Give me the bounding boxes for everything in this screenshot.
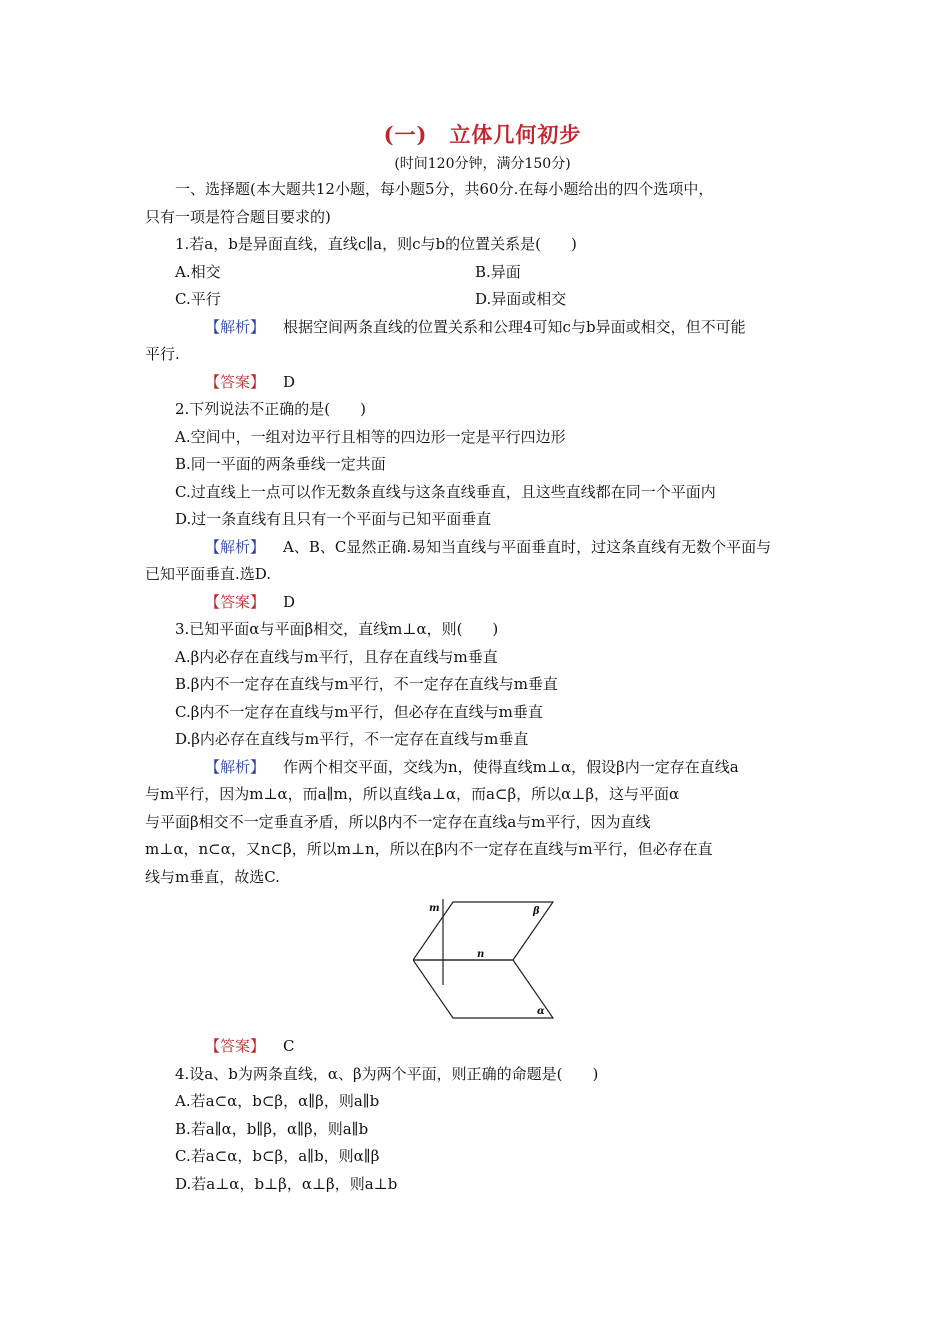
question-1-options-row-2: [145, 286, 810, 314]
q1-analysis-text-2: 平行.: [145, 345, 180, 363]
analysis-label: 【解析】: [205, 757, 266, 776]
question-2-stem: 2.下列说法不正确的是( ): [175, 400, 367, 418]
document-page: [145, 118, 810, 1198]
q2-answer: [145, 589, 810, 617]
q3-figure: [145, 897, 810, 1031]
q3-analysis: [145, 754, 810, 782]
q4-option-d: D.若a⊥α，b⊥β，α⊥β，则a⊥b: [175, 1174, 398, 1193]
q2-analysis-text-2: 已知平面垂直.选D.: [145, 565, 272, 583]
q3-analysis-text-5: 线与m垂直，故选C.: [145, 867, 280, 886]
q2-option-c: C.过直线上一点可以作无数条直线与这条直线垂直，且这些直线都在同一个平面内: [175, 482, 716, 501]
title-number: (一): [383, 122, 428, 147]
title-text: 立体几何初步: [449, 122, 582, 147]
q1-answer: [145, 369, 810, 397]
q3-option-c: C.β内不一定存在直线与m平行，但必存在直线与m垂直: [175, 702, 543, 721]
section-intro-line-2: 只有一项是符合题目要求的): [145, 207, 331, 226]
q1-answer-value: D: [283, 372, 296, 391]
q3-option-a: A.β内必存在直线与m平行，且存在直线与m垂直: [175, 647, 498, 666]
answer-label: 【答案】: [205, 592, 266, 611]
q3-option-b: B.β内不一定存在直线与m平行，不一定存在直线与m垂直: [175, 675, 558, 693]
q2-option-a: A.空间中，一组对边平行且相等的四边形一定是平行四边形: [175, 427, 566, 446]
label-beta: β: [532, 906, 540, 917]
q2-analysis: [145, 534, 810, 562]
q3-answer-value: C: [283, 1037, 295, 1055]
q4-option-a: A.若a⊂α，b⊂β，α∥β，则a∥b: [175, 1092, 380, 1110]
q2-option-d: D.过一条直线有且只有一个平面与已知平面垂直: [175, 510, 492, 528]
q2-analysis-text-1: A、B、C显然正确.易知当直线与平面垂直时，过这条直线有无数个平面与: [283, 537, 772, 556]
answer-label: 【答案】: [205, 1037, 266, 1055]
q1-option-a: A.相交: [175, 262, 221, 281]
q1-option-c: C.平行: [175, 290, 221, 308]
section-intro-line-1: 一、选择题(本大题共12小题，每小题5分，共60分.在每小题给出的四个选项中，: [175, 180, 714, 198]
page-title: [155, 118, 810, 152]
intersecting-planes-diagram: [413, 897, 583, 1027]
q1-analysis-text-1: 根据空间两条直线的位置关系和公理4可知c与b异面或相交，但不可能: [283, 317, 746, 336]
label-m: m: [428, 903, 440, 914]
q2-option-b: B.同一平面的两条垂线一定共面: [175, 455, 386, 473]
q1-analysis: [145, 314, 810, 342]
q1-option-d: D.异面或相交: [475, 290, 567, 308]
question-4-stem: 4.设a、b为两条直线，α、β为两个平面，则正确的命题是( ): [175, 1064, 599, 1083]
q1-option-b: B.异面: [475, 262, 521, 281]
q3-answer: [145, 1033, 810, 1061]
q4-option-c: C.若a⊂α，b⊂β，a∥b，则α∥β: [175, 1147, 380, 1165]
exam-info: (时间120分钟，满分150分): [394, 156, 571, 172]
q2-answer-value: D: [283, 592, 296, 611]
q4-option-b: B.若a∥α，b∥β，α∥β，则a∥b: [175, 1119, 369, 1138]
q3-option-d: D.β内必存在直线与m平行，不一定存在直线与m垂直: [175, 730, 529, 748]
question-3-stem: 3.已知平面α与平面β相交，直线m⊥α，则( ): [175, 620, 499, 638]
label-alpha: α: [536, 1006, 545, 1017]
q3-analysis-text-4: m⊥α，n⊂α，又n⊂β，所以m⊥n，所以在β内不一定存在直线与m平行，但必存在直: [145, 840, 713, 858]
analysis-label: 【解析】: [205, 537, 266, 556]
question-1-stem: 1.若a，b是异面直线，直线c∥a，则c与b的位置关系是( ): [175, 235, 577, 253]
question-1-options-row-1: [145, 259, 810, 287]
answer-label: 【答案】: [205, 372, 266, 391]
q3-analysis-text-3: 与平面β相交不一定垂直矛盾，所以β内不一定存在直线a与m平行，因为直线: [145, 812, 651, 831]
q3-analysis-text-2: 与m平行，因为m⊥α，而a∥m，所以直线a⊥α，而a⊂β，所以α⊥β，这与平面α: [145, 785, 680, 803]
label-n: n: [476, 949, 484, 960]
analysis-label: 【解析】: [205, 317, 266, 336]
plane-alpha: [413, 960, 553, 1018]
q3-analysis-text-1: 作两个相交平面，交线为n，使得直线m⊥α，假设β内一定存在直线a: [283, 757, 739, 776]
